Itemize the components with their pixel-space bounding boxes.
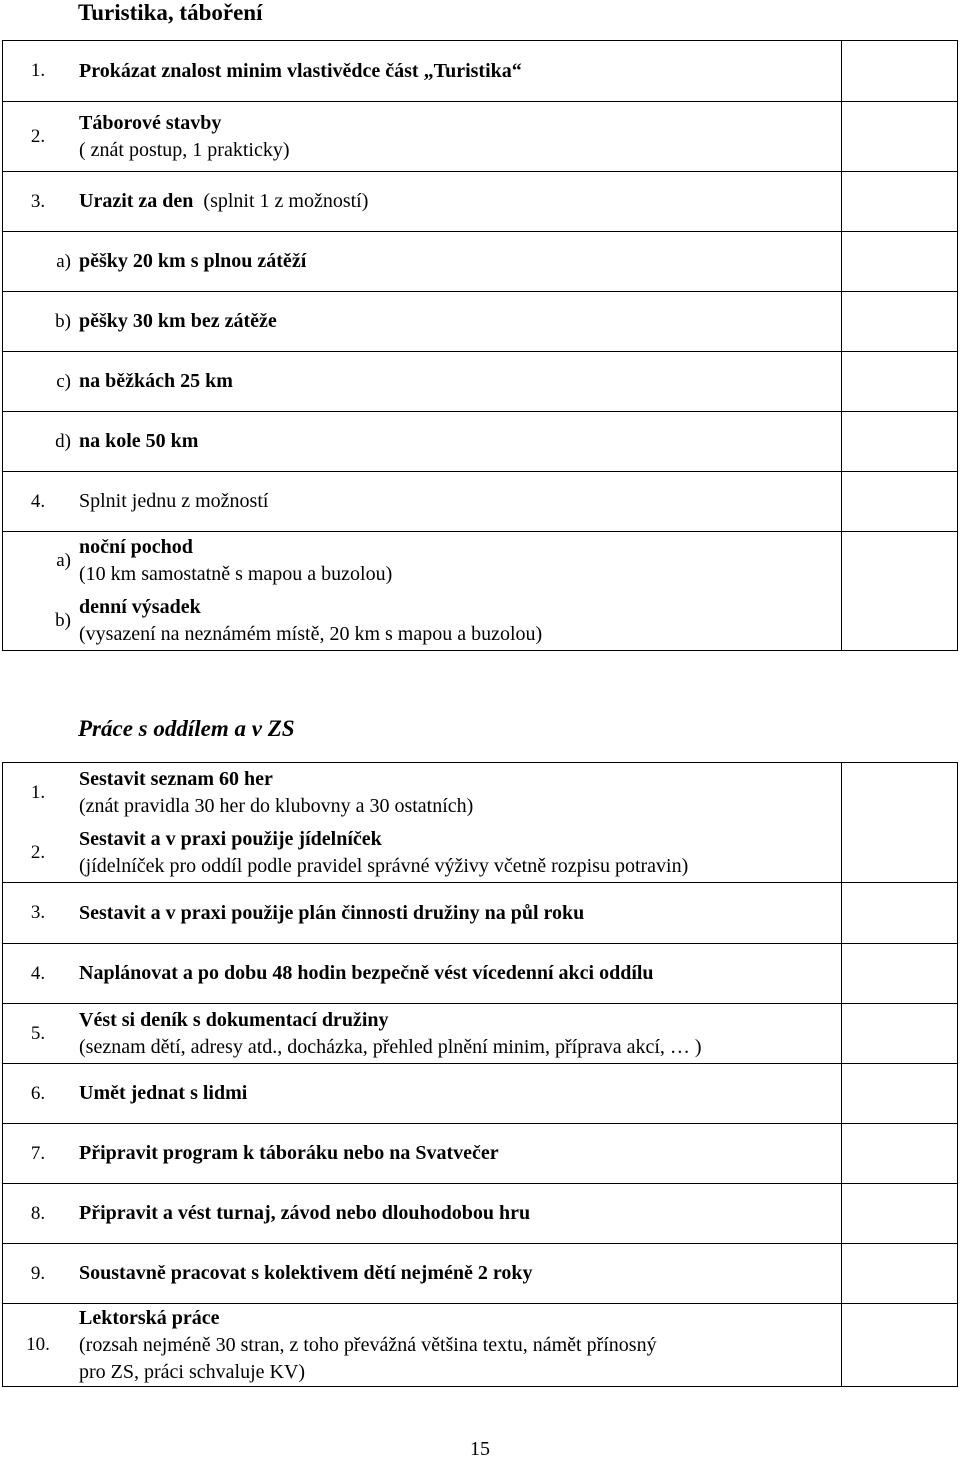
row-number: 2. [30, 125, 46, 147]
row-text: na kole 50 km [79, 430, 199, 452]
row-text: Soustavně pracovat s kolektivem dětí nejméně 2 roky [79, 1262, 533, 1284]
table-row [3, 1183, 958, 1243]
row-number: 8. [30, 1202, 46, 1224]
row-text-bold: Urazit za den [79, 190, 194, 212]
row-text-line3: pro ZS, práci schvaluje KV) [79, 1360, 306, 1383]
row-text-line2: (znát pravidla 30 her do klubovny a 30 ostatních) [79, 795, 474, 817]
table-row [3, 1303, 958, 1387]
table-row [3, 1123, 958, 1183]
table-row [3, 1063, 958, 1123]
table-row [3, 882, 958, 943]
row-number: 6. [30, 1082, 46, 1104]
row-number: 9. [30, 1262, 46, 1284]
row-text [79, 532, 831, 590]
row-number: 10. [26, 1334, 50, 1355]
row-text-line2: (vysazení na neznámém místě, 20 km s mapou a buzolou) [79, 623, 543, 645]
row-sub-label: d) [55, 430, 71, 452]
row-number: 4. [30, 962, 46, 984]
row-text: na běžkách 25 km [79, 370, 233, 392]
table-row [3, 40, 958, 101]
row-text: pěšky 30 km bez zátěže [79, 310, 277, 332]
row-text-line1: Sestavit seznam 60 her [79, 768, 273, 790]
row-text-line1: denní výsadek [79, 596, 201, 618]
row-number: 3. [30, 902, 46, 923]
row-sub-label: c) [56, 370, 71, 392]
row-text-line1: Lektorská práce [79, 1306, 220, 1329]
row-text [79, 823, 831, 883]
row-number: 1. [30, 60, 46, 81]
sub-item-b [3, 590, 957, 652]
row-text [79, 1304, 831, 1386]
row-number: 4. [30, 490, 46, 512]
row-text: pěšky 20 km s plnou zátěží [79, 250, 307, 272]
requirements-table-prace [2, 762, 958, 1387]
row-text: Sestavit a v praxi použije plán činnosti družiny na půl roku [79, 901, 585, 924]
row-number: 5. [30, 1022, 46, 1044]
page-number: 15 [470, 1438, 490, 1460]
row-text [79, 590, 831, 652]
section-title-turistika: Turistika, táboření [78, 0, 263, 25]
row-text-line2: (rozsah nejméně 30 stran, z toho převážná většina textu, námět přínosný [79, 1333, 657, 1356]
row-text-line1: Táborové stavby [79, 111, 222, 134]
row-number: 1. [30, 782, 46, 803]
row-text-line1: noční pochod [79, 536, 193, 558]
row-text-line2: (jídelníček pro oddíl podle pravidel správné výživy včetně rozpisu potravin) [79, 855, 689, 877]
table-row [3, 291, 958, 351]
row-text: Připravit a vést turnaj, závod nebo dlouhodobou hru [79, 1202, 531, 1224]
row-text [79, 763, 831, 823]
table-row [3, 1243, 958, 1303]
table-row [3, 101, 958, 171]
row-text-line2: ( znát postup, 1 prakticky) [79, 138, 290, 161]
row-sub-label: a) [56, 250, 71, 272]
table-row [3, 531, 958, 651]
table-row [3, 171, 958, 231]
row-sub-label: a) [56, 550, 71, 571]
sub-item-a [3, 532, 957, 590]
section-title-prace-s-oddilem: Práce s oddílem a v ZS [78, 716, 295, 741]
item-1 [3, 763, 957, 823]
table-row [3, 351, 958, 411]
row-text: Umět jednat s lidmi [79, 1082, 248, 1104]
table-row [3, 943, 958, 1003]
row-number: 7. [30, 1142, 46, 1164]
table-row [3, 471, 958, 531]
table-row [3, 1003, 958, 1063]
row-text [79, 172, 831, 231]
row-number: 3. [30, 190, 46, 212]
row-text: Splnit jednu z možností [79, 490, 269, 512]
row-number: 2. [30, 842, 46, 863]
row-text: Prokázat znalost minim vlastivědce část „Turistika“ [79, 59, 522, 82]
row-text: Naplánovat a po dobu 48 hodin bezpečně vést vícedenní akci oddílu [79, 962, 654, 984]
item-2 [3, 823, 957, 883]
row-text-line2: (10 km samostatně s mapou a buzolou) [79, 563, 393, 585]
row-text-line2: (seznam dětí, adresy atd., docházka, přehled plnění minim, příprava akcí, … ) [79, 1035, 702, 1058]
row-text-line1: Vést si deník s dokumentací družiny [79, 1008, 389, 1031]
table-row [3, 411, 958, 471]
row-text-rest: (splnit 1 z možností) [193, 190, 369, 212]
row-text [79, 102, 831, 171]
row-text-line1: Sestavit a v praxi použije jídelníček [79, 828, 382, 850]
row-text: Připravit program k táboráku nebo na Svatvečer [79, 1142, 499, 1164]
table-row [3, 762, 958, 882]
row-sub-label: b) [55, 310, 71, 332]
requirements-table-turistika [2, 40, 958, 651]
row-text [79, 1004, 831, 1063]
row-sub-label: b) [55, 610, 71, 631]
table-row [3, 231, 958, 291]
